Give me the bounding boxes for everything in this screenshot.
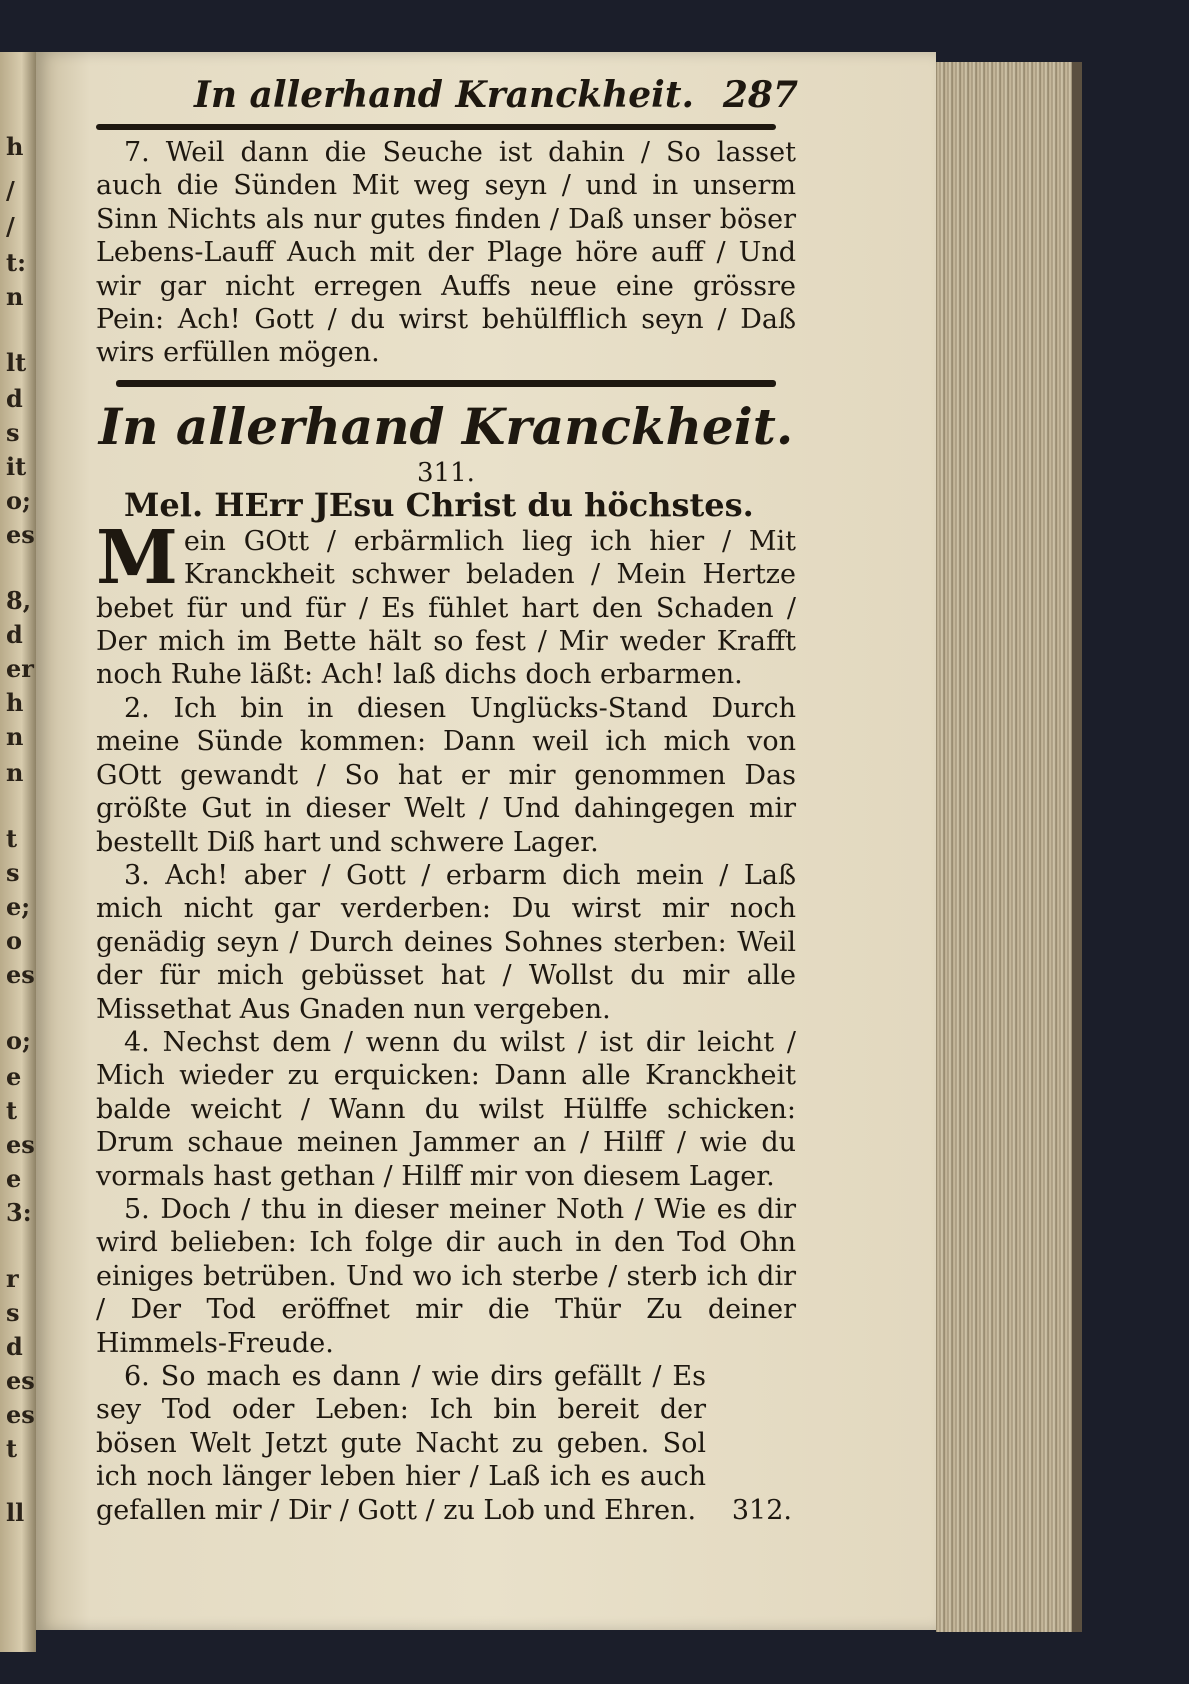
prev-page-fragment: t — [6, 1434, 18, 1463]
melody-line: Mel. HErr JEsu Christ du höchstes. — [124, 485, 754, 524]
prev-page-fragment: o; — [6, 1026, 31, 1055]
prev-page-fragment: / — [6, 212, 15, 241]
drop-cap: M — [96, 514, 178, 601]
prev-page-fragment: o; — [6, 486, 31, 515]
verse-5: 5. Doch / thu in dieser meiner Noth / Wie es dir wird belieben: Ich folge dir auch in den Tod Ohn einiges betrüben. Und wo ich sterbe / sterb ich dir / Der Tod eröffnet mir die Thür Zu deiner Himmels-Freude. — [96, 1193, 796, 1359]
prev-page-fragment: t — [6, 1096, 18, 1125]
prev-page-fragment: es — [6, 1366, 35, 1395]
verse-6 — [96, 1360, 796, 1527]
prev-page-fragment: es — [6, 520, 35, 549]
prev-page-fragment: s — [6, 1298, 20, 1327]
page-content — [96, 74, 796, 1527]
prev-page-fragment: h — [6, 132, 24, 161]
previous-page-edge — [0, 52, 36, 1652]
header-rule — [96, 124, 776, 130]
prev-page-fragment: t: — [6, 248, 26, 277]
prev-page-fragment: t — [6, 824, 18, 853]
catchword: 312. — [731, 1494, 792, 1526]
prev-page-fragment: r — [6, 1264, 19, 1293]
prev-page-fragment: 8, — [6, 586, 32, 615]
prev-page-fragment: it — [6, 452, 27, 481]
verse-6-text: 6. So mach es dann / wie dirs gefällt / Es sey Tod oder Leben: Ich bin bereit der bösen Welt Jetzt gute Nacht zu geben. Sol ich noch länger leben hier / Laß ich es auch gefallen mir / Dir / Gott / zu Lob und Ehren. — [96, 1361, 706, 1526]
verse-4: 4. Nechst dem / wenn du wilst / ist dir leicht / Mich wieder zu erquicken: Dann alle Kranckheit balde weicht / Wann du wilst Hülffe schicken: Drum schaue meinen Jammer an / Hilff / wie du vormals hast gethan / Hilff mir von diesem Lager. — [96, 1026, 796, 1192]
prev-page-fragment: 3: — [6, 1198, 32, 1227]
prev-page-fragment: es — [6, 1400, 35, 1429]
prev-page-fragment: e; — [6, 892, 31, 921]
first-verse-text: ein GOtt / erbärmlich lieg ich hier / Mit Kranckheit schwer beladen / Mein Hertze bebet für und für / Es fühlet hart den Schaden / Der mich im Bette hält so fest / Mir weder Krafft noch Ruhe läßt: Ach! laß dichs doch erbarmen. — [96, 525, 796, 691]
prev-page-fragment: er — [6, 654, 34, 683]
verse-2: 2. Ich bin in diesen Unglücks-Stand Durch meine Sünde kommen: Dann weil ich mich von GOtt gewandt / So hat er mir genommen Das größte Gut in dieser Welt / Und dahingegen mir bestellt Diß hart und schwere Lager. — [96, 692, 796, 858]
running-head-title: In allerhand Kranckheit. — [194, 74, 695, 116]
page-edges — [936, 62, 1082, 1632]
hymn-number: 311. — [417, 457, 475, 488]
prev-page-fragment: d — [6, 1332, 23, 1361]
prev-page-fragment: es — [6, 960, 35, 989]
prev-page-fragment: n — [6, 282, 24, 311]
prev-page-fragment: e — [6, 1164, 22, 1193]
prev-page-fragment: o — [6, 926, 23, 955]
prev-page-fragment: s — [6, 418, 20, 447]
verse-3: 3. Ach! aber / Gott / erbarm dich mein / Laß mich nicht gar verderben: Du wirst mir noch genädig seyn / Durch deines Sohnes sterben: Weil der für mich gebüsset hat / Wollst du mir alle Missethat Aus Gnaden nun vergeben. — [96, 859, 796, 1025]
previous-stanza: 7. Weil dann die Seuche ist dahin / So lasset auch die Sünden Mit weg seyn / und in unserm Sinn Nichts als nur gutes finden / Daß unser böser Lebens-Lauff Auch mit der Plage höre auff / Und wir gar nicht erregen Auffs neue eine grössre Pein: Ach! Gott / du wirst behülfflich seyn / Daß wirs erfüllen mögen. — [96, 137, 796, 369]
page-number: 287 — [722, 74, 798, 116]
running-head — [96, 74, 796, 116]
prev-page-fragment: e — [6, 1062, 22, 1091]
prev-page-fragment: es — [6, 1130, 35, 1159]
prev-page-fragment: d — [6, 620, 23, 649]
prev-page-fragment: h — [6, 688, 24, 717]
prev-page-fragment: s — [6, 858, 20, 887]
prev-page-fragment: d — [6, 384, 23, 413]
prev-page-fragment: n — [6, 758, 24, 787]
prev-page-fragment: ll — [6, 1498, 25, 1527]
prev-page-fragment: n — [6, 722, 24, 751]
section-divider — [116, 380, 776, 387]
section-title: In allerhand Kranckheit. — [98, 396, 794, 456]
prev-page-fragment: lt — [6, 348, 27, 377]
first-verse — [96, 514, 796, 692]
prev-page-fragment: / — [6, 176, 15, 205]
